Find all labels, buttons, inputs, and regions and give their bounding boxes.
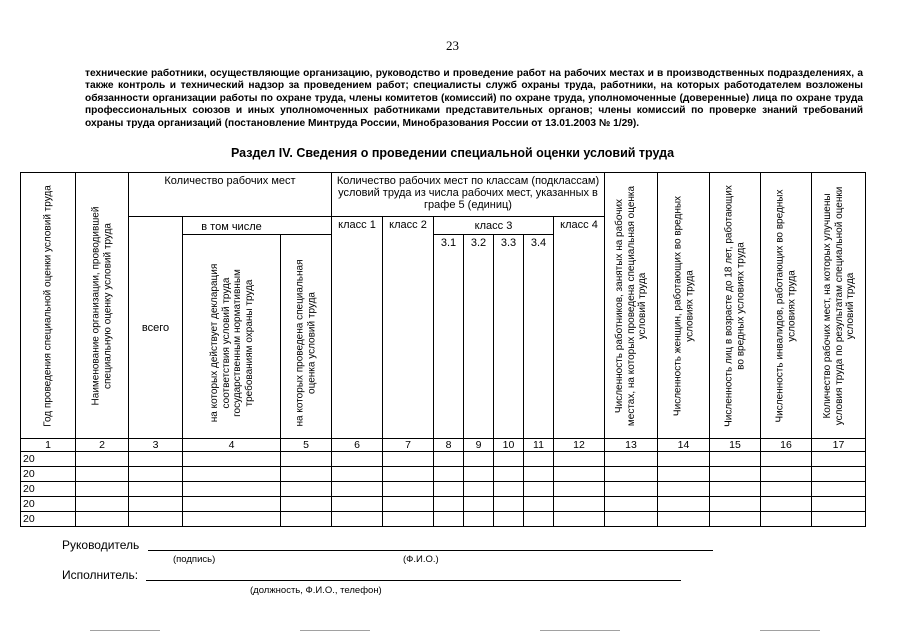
column-number: 14: [658, 439, 710, 452]
header-sub34: 3.4: [524, 235, 554, 439]
header-declaration: в том числе на которых действует декларация соответствия условий труда государственным нормативным требованиям охраны труда: [183, 235, 281, 439]
header-total: всего: [129, 217, 183, 439]
column-number: 5: [281, 439, 332, 452]
year-cell[interactable]: 20: [21, 497, 76, 512]
header-class1: класс 1: [332, 217, 383, 439]
year-cell[interactable]: 20: [21, 452, 76, 467]
header-class4: класс 4: [554, 217, 605, 439]
column-number: 11: [524, 439, 554, 452]
column-number: 17: [812, 439, 866, 452]
name-hint: (Ф.И.О.): [403, 554, 439, 565]
head-signature-line[interactable]: [148, 550, 713, 551]
intro-paragraph: технические работники, осуществляющие организацию, руководство и проведение работ на рабочих местах и в производственных подразделениях, а также контроль и технический надзор за проведением работ; специалисты служб охраны труда, работники, на которых работодателем возложены обязанности организации работы по охране труда, члены комитетов (комиссий) по охране труда, уполномоченные (доверенные) лица по охране труда профессиональных союзов и иных уполномоченных работниками представительных органов; члены комиссий по проверке знаний требований охраны труда организаций (постановление Минтруда России, Минобразования России от 13.01.2003 № 1/29).: [85, 68, 863, 129]
sout-table: [20, 172, 866, 527]
header-including: в том числе: [183, 221, 280, 235]
executor-hint: (должность, Ф.И.О., телефон): [250, 585, 382, 596]
column-number: 4: [183, 439, 281, 452]
column-number: 9: [464, 439, 494, 452]
header-year: Год проведения специальной оценки условий труда: [21, 173, 76, 439]
scan-artifact: [300, 630, 370, 631]
year-cell[interactable]: 20: [21, 512, 76, 527]
year-cell[interactable]: 20: [21, 482, 76, 497]
table-row: [21, 497, 866, 512]
column-number: 7: [383, 439, 434, 452]
header-sub31: 3.1: [434, 235, 464, 439]
column-number: 15: [710, 439, 761, 452]
column-number: 3: [129, 439, 183, 452]
column-number: 6: [332, 439, 383, 452]
column-number: 16: [761, 439, 812, 452]
page-number: 23: [446, 38, 459, 53]
header-sub33: 3.3: [494, 235, 524, 439]
header-minors: Численность лиц в возрасте до 18 лет, работающих во вредных условиях труда: [710, 173, 761, 439]
table-row: [21, 482, 866, 497]
header-workplaces: Количество рабочих мест: [129, 173, 332, 217]
signature-hint: (подпись): [173, 554, 216, 565]
header-sub32: 3.2: [464, 235, 494, 439]
table-row: [21, 512, 866, 527]
scan-artifact: [540, 630, 620, 631]
table-row: [21, 452, 866, 467]
header-organization: Наименование организации, проводившей специальную оценку условий труда: [76, 173, 129, 439]
header-class2: класс 2: [383, 217, 434, 439]
scan-artifact: [760, 630, 820, 631]
executor-label: Исполнитель:: [62, 568, 139, 582]
column-number: 12: [554, 439, 605, 452]
header-disabled: Численность инвалидов, работающих во вредных условиях труда: [761, 173, 812, 439]
scan-artifact: [90, 630, 160, 631]
year-cell[interactable]: 20: [21, 467, 76, 482]
header-women: Численность женщин, работающих во вредных условиях труда: [658, 173, 710, 439]
table-row: [21, 467, 866, 482]
column-number: 2: [76, 439, 129, 452]
column-number: 13: [605, 439, 658, 452]
column-numbers-row: [21, 439, 866, 452]
section-title: Раздел IV. Сведения о проведении специальной оценки условий труда: [230, 146, 675, 160]
executor-signature-line[interactable]: [146, 580, 681, 581]
header-improved: Количество рабочих мест, на которых улучшены условия труда по результатам специальной оценки условий труда: [812, 173, 866, 439]
column-number: 10: [494, 439, 524, 452]
head-label: Руководитель: [62, 538, 140, 552]
header-class3: класс 3: [434, 217, 554, 235]
header-employees: Численность работников, занятых на рабочих местах, на которых проведена специальная оценка условий труда: [605, 173, 658, 439]
header-classes: Количество рабочих мест по классам (подклассам) условий труда из числа рабочих мест, указанных в графе 5 (единиц): [332, 173, 605, 217]
column-number: 1: [21, 439, 76, 452]
column-number: 8: [434, 439, 464, 452]
header-assessed: на которых проведена специальная оценка условий труда: [281, 235, 332, 439]
